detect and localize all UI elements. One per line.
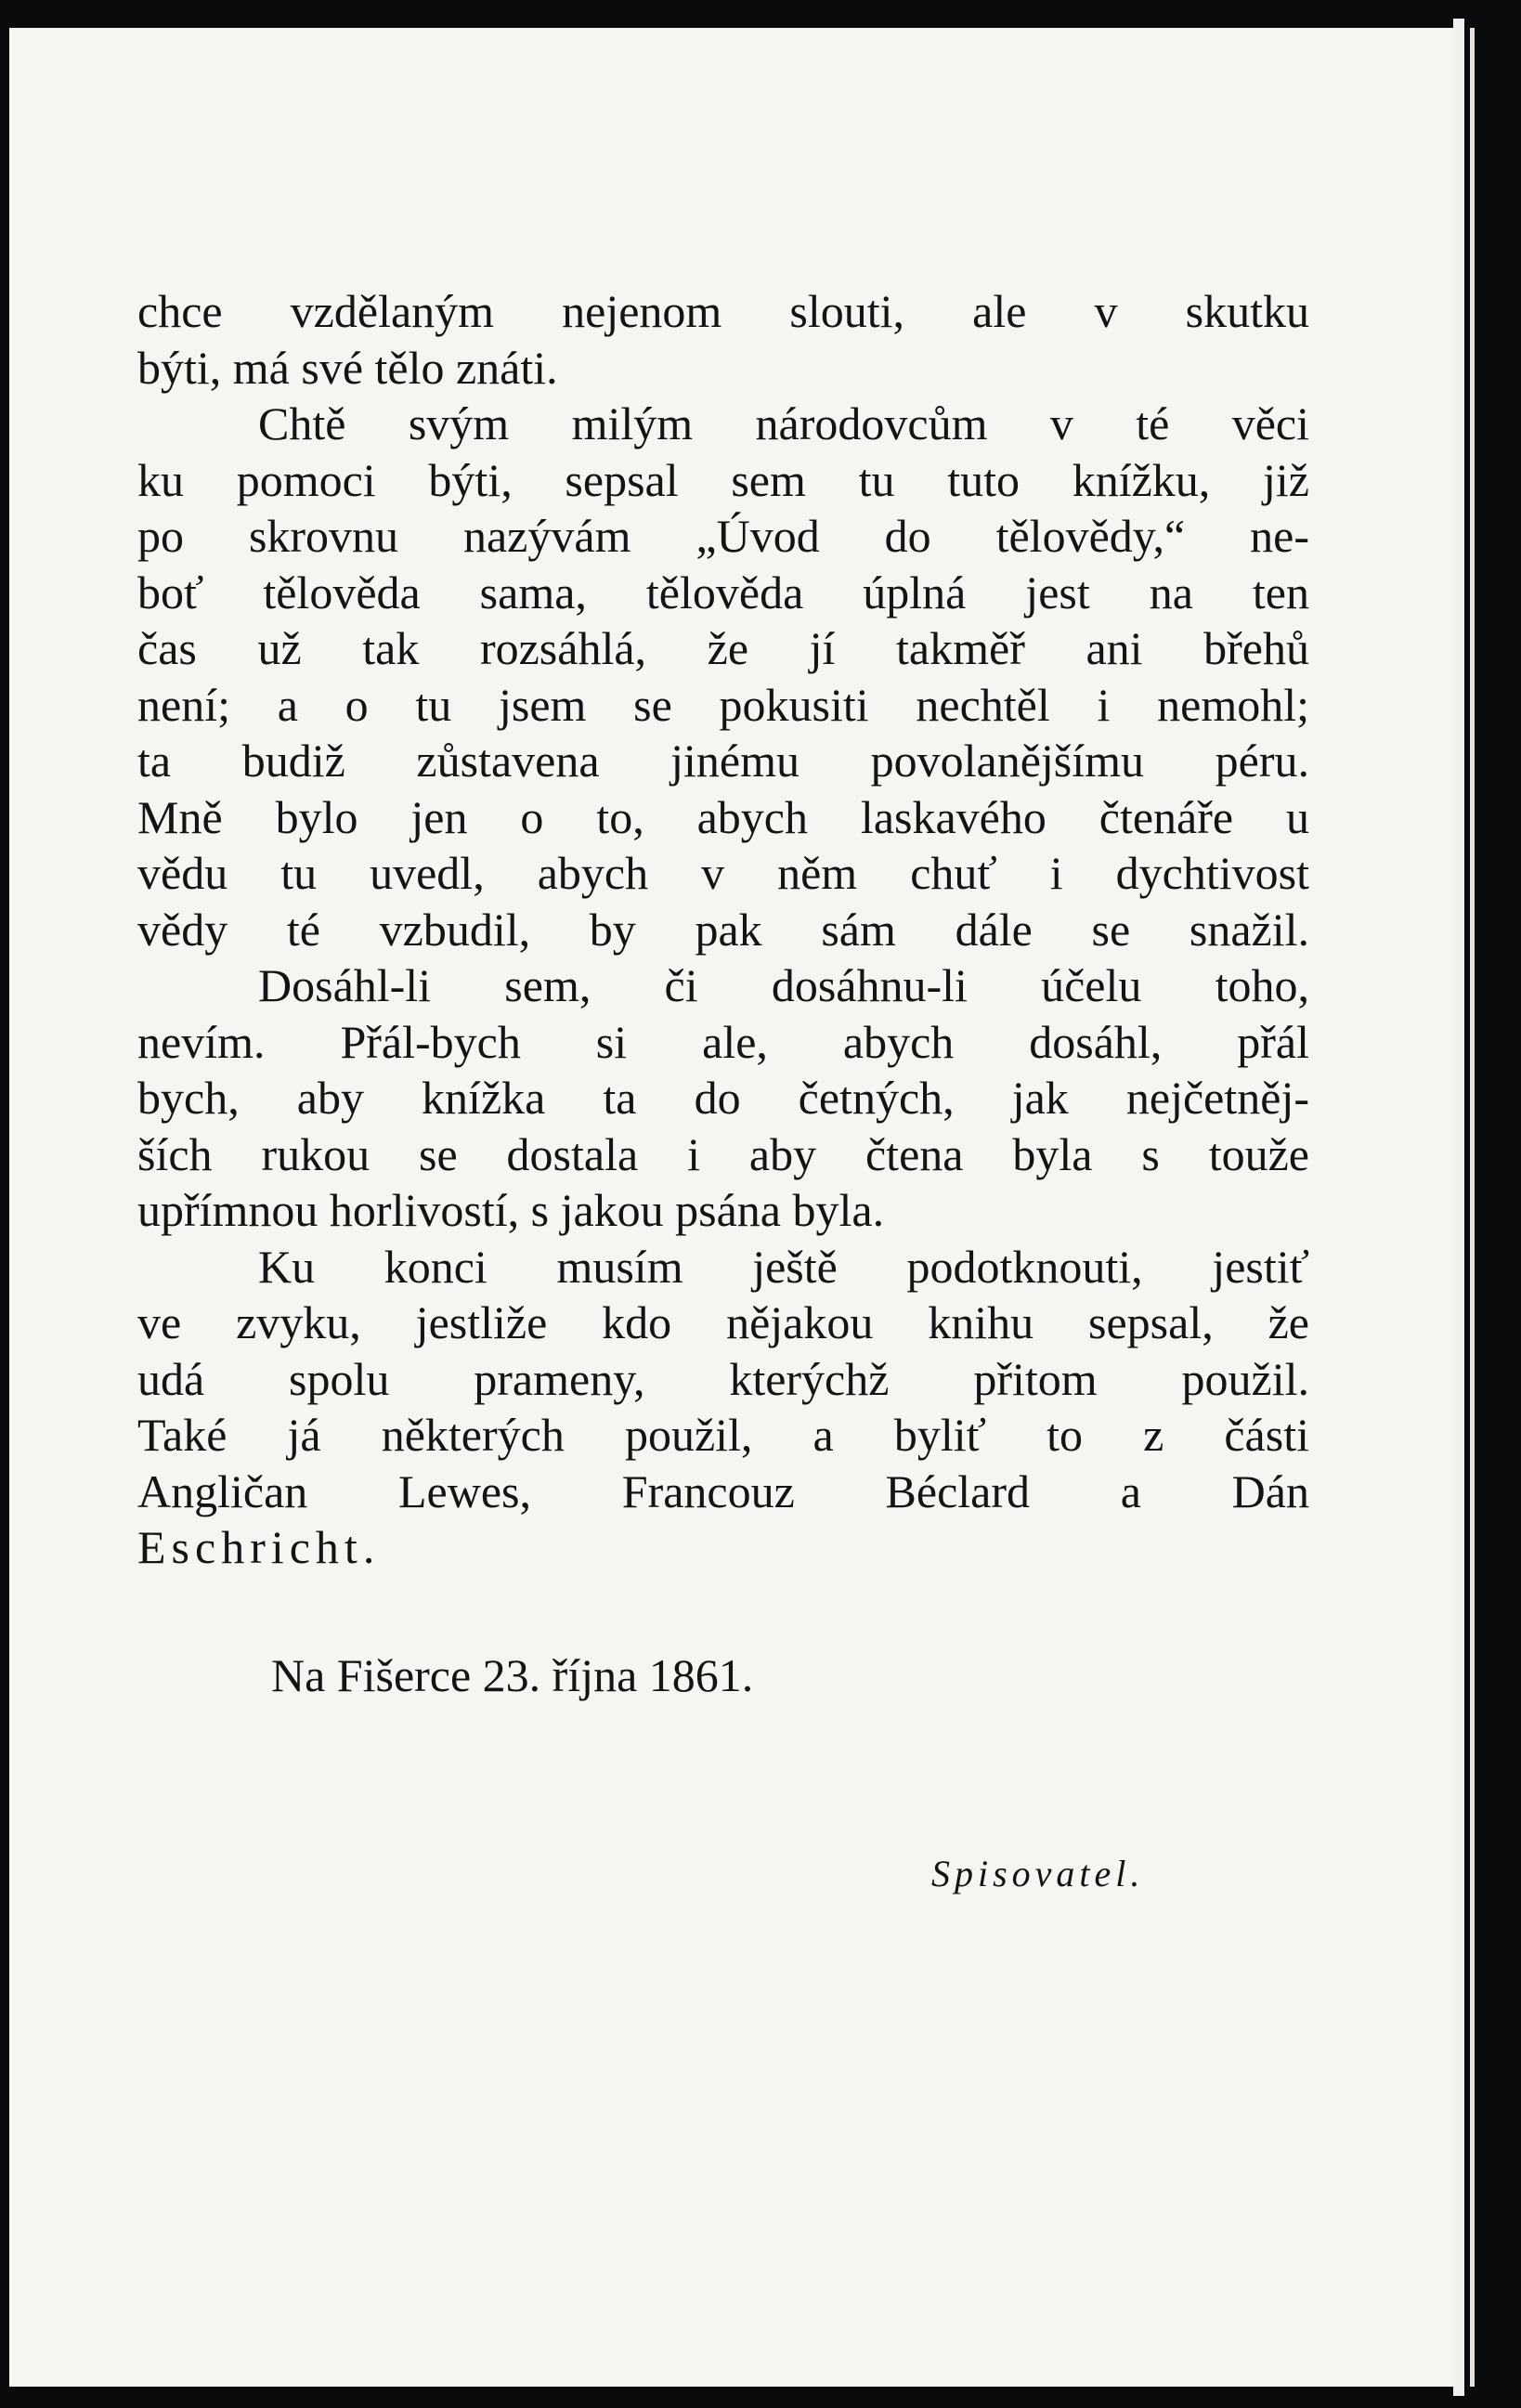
text-line: ve zvyku, jestliže kdo nějakou knihu sepsal, že (137, 1296, 1309, 1348)
text-line: čas už tak rozsáhlá, že jí takměř ani břehů (137, 622, 1309, 674)
text-line: Eschricht. (137, 1521, 381, 1573)
text-line: Mně bylo jen o to, abych laskavého čtenáře u (137, 790, 1309, 843)
text-line: Chtě svým milým národovcům v té věci (258, 397, 1309, 449)
text-line: ta budiž zůstavena jinému povolanějšímu péru. (137, 735, 1309, 787)
text-line: Také já některých použil, a byliť to z části (137, 1409, 1309, 1461)
text-line: udá spolu prameny, kterýchž přitom použil. (137, 1352, 1309, 1405)
body-text (137, 283, 1309, 1576)
text-line: Dosáhl-li sem, či dosáhnu-li účelu toho, (258, 959, 1309, 1011)
text-line: boť tělověda sama, tělověda úplná jest na ten (137, 566, 1309, 618)
text-line: ku pomoci býti, sepsal sem tu tuto knížku, již (137, 453, 1309, 506)
text-line: vědu tu uvedl, abych v něm chuť i dychtivost (137, 847, 1309, 899)
text-line: býti, má své tělo znáti. (137, 341, 558, 394)
signature: Spisovatel. (931, 1853, 1145, 1894)
text-line: bych, aby knížka ta do četných, jak nejčetněj- (137, 1072, 1309, 1124)
text-line: upřímnou horlivostí, s jakou psána byla. (137, 1184, 885, 1236)
text-line: nevím. Přál-bych si ale, abych dosáhl, přál (137, 1015, 1309, 1068)
text-line: chce vzdělaným nejenom slouti, ale v skutku (137, 285, 1309, 337)
text-line: ších rukou se dostala i aby čtena byla s touže (137, 1127, 1309, 1180)
text-line: Ku konci musím ještě podotknouti, jestiť (258, 1240, 1309, 1293)
text-line: Angličan Lewes, Francouz Béclard a Dán (137, 1464, 1309, 1517)
text-line: není; a o tu jsem se pokusiti nechtěl i nemohl; (137, 678, 1309, 731)
text-line: vědy té vzbudil, by pak sám dále se snažil. (137, 903, 1309, 956)
text-line: po skrovnu nazývám „Úvod do tělovědy,“ ne- (137, 510, 1309, 562)
dateline: Na Fišerce 23. října 1861. (271, 1649, 754, 1701)
page-gutter-line (1470, 28, 1475, 2387)
facing-page-edge (1453, 19, 1464, 2396)
